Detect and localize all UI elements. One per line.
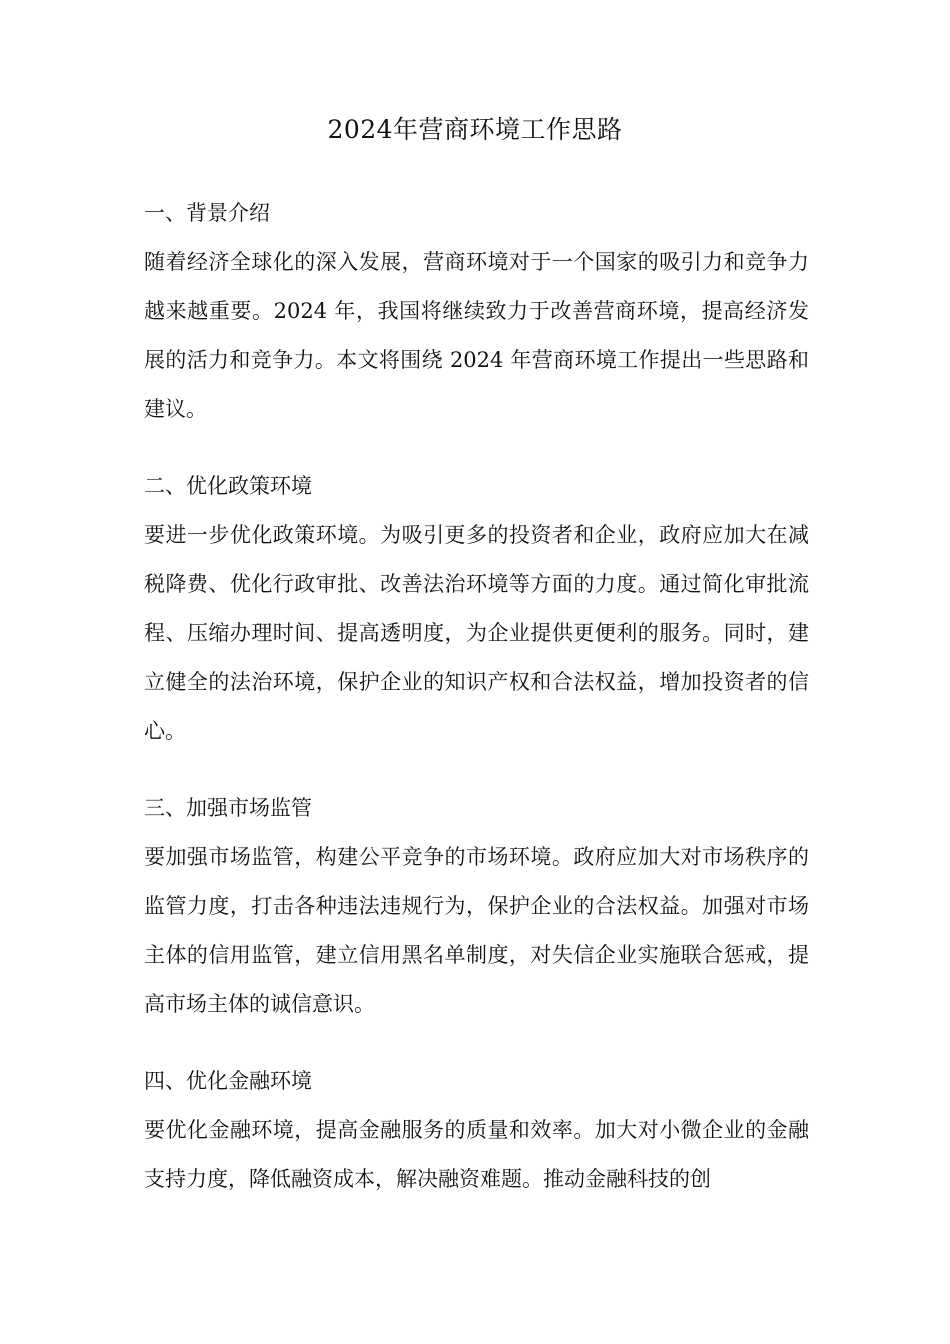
section-spacer	[144, 1029, 809, 1057]
section-paragraph: 要加强市场监管，构建公平竞争的市场环境。政府应加大对市场秩序的监管力度，打击各种违法违规行为，保护企业的合法权益。加强对市场主体的信用监管，建立信用黑名单制度，对失信企业实施联合惩戒，提高市场主体的诚信意识。	[144, 845, 809, 1016]
document-body	[144, 189, 809, 1204]
section-heading: 三、加强市场监管	[144, 796, 312, 820]
section-background	[144, 189, 809, 434]
section-spacer	[144, 434, 809, 462]
section-financial-environment	[144, 1057, 809, 1204]
section-paragraph: 要进一步优化政策环境。为吸引更多的投资者和企业，政府应加大在减税降费、优化行政审批、改善法治环境等方面的力度。通过简化审批流程、压缩办理时间、提高透明度，为企业提供更便利的服务。同时，建立健全的法治环境，保护企业的知识产权和合法权益，增加投资者的信心。	[144, 523, 809, 743]
document-title: 2024年营商环境工作思路	[327, 115, 623, 144]
section-market-supervision	[144, 784, 809, 1029]
section-policy-environment	[144, 462, 809, 756]
section-paragraph: 随着经济全球化的深入发展，营商环境对于一个国家的吸引力和竞争力越来越重要。2024 年，我国将继续致力于改善营商环境，提高经济发展的活力和竞争力。本文将围绕 2024 年营商环境工作提出一些思路和建议。	[144, 250, 809, 421]
section-paragraph: 要优化金融环境，提高金融服务的质量和效率。加大对小微企业的金融支持力度，降低融资成本，解决融资难题。推动金融科技的创	[144, 1118, 809, 1191]
section-heading: 一、背景介绍	[144, 201, 270, 225]
section-heading: 四、优化金融环境	[144, 1069, 312, 1093]
section-heading: 二、优化政策环境	[144, 474, 312, 498]
section-spacer	[144, 756, 809, 784]
